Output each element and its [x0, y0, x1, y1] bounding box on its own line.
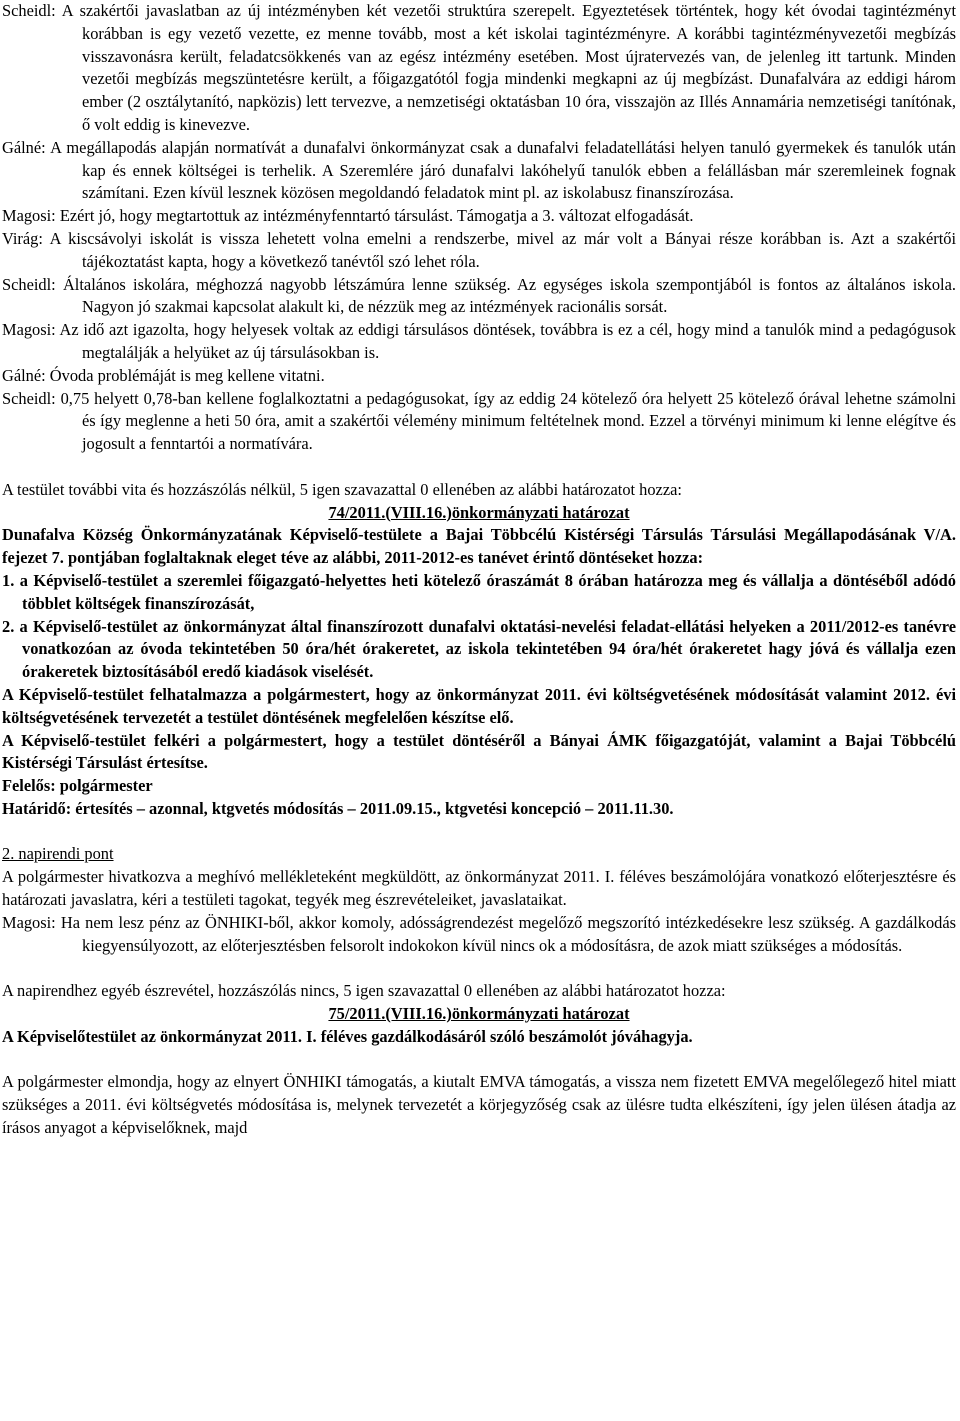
- resolution-74-authorization-1: A Képviselő-testület felhatalmazza a polgármestert, hogy az önkormányzat 2011. évi költségvetésének módosítását valamint 2012. évi költségvetésének tervezetét a testület döntésének megfelelően készítse elő.: [2, 684, 956, 727]
- statement-galne-1: Gálné: A megállapodás alapján normatívát a dunafalvi önkormányzat csak a dunafalvi feladatellátási helyen tanuló gyermekek és tanulók után kap és ennek költségei is terhelik. A Szeremlére járó dunafalvi lakóhelyű tanulók ebben a felállásban már szeremleinek fognak számítani. Ezen kívül lesznek közösen megoldandó feladatok mint pl. az iskolabusz finanszírozása.: [2, 137, 956, 203]
- resolution-75-decision: A Képviselőtestület az önkormányzat 2011. I. féléves gazdálkodásáról szóló beszámolót jóváhagyja.: [2, 1026, 693, 1046]
- resolution-74-responsible: Felelős: polgármester: [2, 776, 153, 796]
- statement-galne-2: Gálné: Óvoda problémáját is meg kellene vitatni.: [2, 365, 325, 385]
- spacer: [2, 1049, 956, 1072]
- resolution-74-preamble: Dunafalva Község Önkormányzatának Képviselő-testülete a Bajai Többcélú Kistérségi Társulás Társulási Megállapodásának V/A. fejezet 7. pontjában foglaltaknak eleget téve az alábbi, 2011-2012-es tanévet érintő döntéseket hozza:: [2, 525, 956, 568]
- statement-magosi-1: Magosi: Ezért jó, hogy megtartottuk az intézményfenntartó társulást. Támogatja a 3. változat elfogadását.: [2, 206, 694, 226]
- statement-scheidl-1: Scheidl: A szakértői javaslatban az új intézményben két vezetői struktúra szerepelt. Egyeztetések történtek, hogy két óvodai tagintézményt korábban is egy vezető vezette, ez menne tovább, most a két iskolai tagintézményre. A korábbi tagintézményvezetői megbízás visszavonásra került, feladatcsökkenés van az egész intézmény esetében. Most újratervezés van, de jelenleg itt tartunk. Minden vezetői megbízás megszüntetésre került, a főigazgatótól fogja mindenki megkapni az új megbízást. Dunafalvára az eddigi három ember (2 osztálytanító, napközis) lett tervezve, a nemzetiségi oktatásban 10 óra, visszajön az Illés Annamária nemzetiségi tanítónak, ő volt eddig is kinevezve.: [2, 1, 956, 134]
- agenda-2-magosi-statement: Magosi: Ha nem lesz pénz az ÖNHIKI-ből, akkor komoly, adósságrendezést megelőző megszorító intézkedésekre lesz szükség. A gazdálkodás kiegyensúlyozott, az előterjesztésben felsorolt indokokon kívül nincs ok a módosításra, de azok miatt szükséges a módosítás.: [2, 912, 956, 955]
- spacer: [2, 957, 956, 980]
- resolution-75-title: 75/2011.(VIII.16.)önkormányzati határozat: [328, 1004, 630, 1024]
- resolution-74-authorization-2: A Képviselő-testület felkéri a polgármestert, hogy a testület döntéséről a Bányai ÁMK főigazgatóját, valamint a Bajai Többcélú Kistérségi Társulást értesítse.: [2, 730, 956, 773]
- statement-scheidl-3: Scheidl: 0,75 helyett 0,78-ban kellene foglalkoztatni a pedagógusokat, így az eddig 24 kötelező óra helyett 25 kötelező órával lehetne számolni és így meglenne a heti 50 óra, amit a szakértői vélemény minimum feltételnek mond. Ezzel a törvényi minimum ki lenne elégítve és jogosult a fenntartói a normatívára.: [2, 388, 956, 454]
- statement-magosi-2: Magosi: Az idő azt igazolta, hogy helyesek voltak az eddigi társulásos döntések, továbbra is ez a cél, hogy mind a tanulók mind a pedagógusok megtalálják a helyüket az új társulásokban is.: [2, 320, 956, 362]
- spacer: [2, 456, 956, 479]
- statement-virag-1: Virág: A kiscsávolyi iskolát is vissza lehetett volna emelni a rendszerbe, mivel az már volt a Bányai része korábban is. Azt a szakértői tájékoztatást kapta, hogy a következő tanévtől szó lehet róla.: [2, 228, 956, 271]
- resolution-74-item-1: 1. a Képviselő-testület a szeremlei főigazgató-helyettes heti kötelező óraszámát 8 órában határozza meg és vállalja a döntéséből adódó többlet költségek finanszírozását,: [2, 570, 956, 613]
- vote-intro-74: A testület további vita és hozzászólás nélkül, 5 igen szavazattal 0 ellenében az alábbi határozatot hozza:: [2, 479, 682, 499]
- statement-scheidl-2: Scheidl: Általános iskolára, méghozzá nagyobb létszámúra lenne szükség. Az egységes iskola szempontjából is fontos az általános iskola. Nagyon jó szakmai kapcsolat alakult ki, de nézzük meg az intézmények racionális sorsát.: [2, 274, 956, 317]
- spacer: [2, 821, 956, 844]
- resolution-74-deadline: Határidő: értesítés – azonnal, ktgvetés módosítás – 2011.09.15., ktgvetési koncepció – 2011.11.30.: [2, 798, 674, 818]
- agenda-2-mayor-statement: A polgármester hivatkozva a meghívó mellékleteként megküldött, az önkormányzat 2011. I. féléves beszámolójára vonatkozó előterjesztésre és határozati javaslatra, kéri a testületi tagokat, tegyék meg észrevételeiket, javaslataikat.: [2, 867, 956, 910]
- resolution-74-item-2: 2. a Képviselő-testület az önkormányzat által finanszírozott dunafalvi oktatási-nevelési feladat-ellátási helyeken a 2011/2012-es tanévre vonatkozóan az óvoda tekintetében 50 óra/hét órakeretet, az iskola tekintetében 94 óra/hét órakeretet hagy jóvá és vállalja ezen órakeretek biztosításából eredő kiadások viselését.: [2, 616, 956, 682]
- agenda-2-heading: 2. napirendi pont: [2, 844, 114, 864]
- vote-intro-75: A napirendhez egyéb észrevétel, hozzászólás nincs, 5 igen szavazattal 0 ellenében az alábbi határozatot hozza:: [2, 981, 726, 1001]
- resolution-74-title: 74/2011.(VIII.16.)önkormányzati határozat: [328, 502, 630, 522]
- mayor-budget-statement: A polgármester elmondja, hogy az elnyert ÖNHIKI támogatás, a kiutalt EMVA támogatás, a vissza nem fizetett EMVA megelőlegező hitel miatt szükséges a 2011. évi költségvetés módosítása is, melynek tervezetét a körjegyzőség csak az ülésre tudta elkészíteni, így jelen ülésen átadja az írásos anyagot a képviselőknek, majd: [2, 1072, 956, 1138]
